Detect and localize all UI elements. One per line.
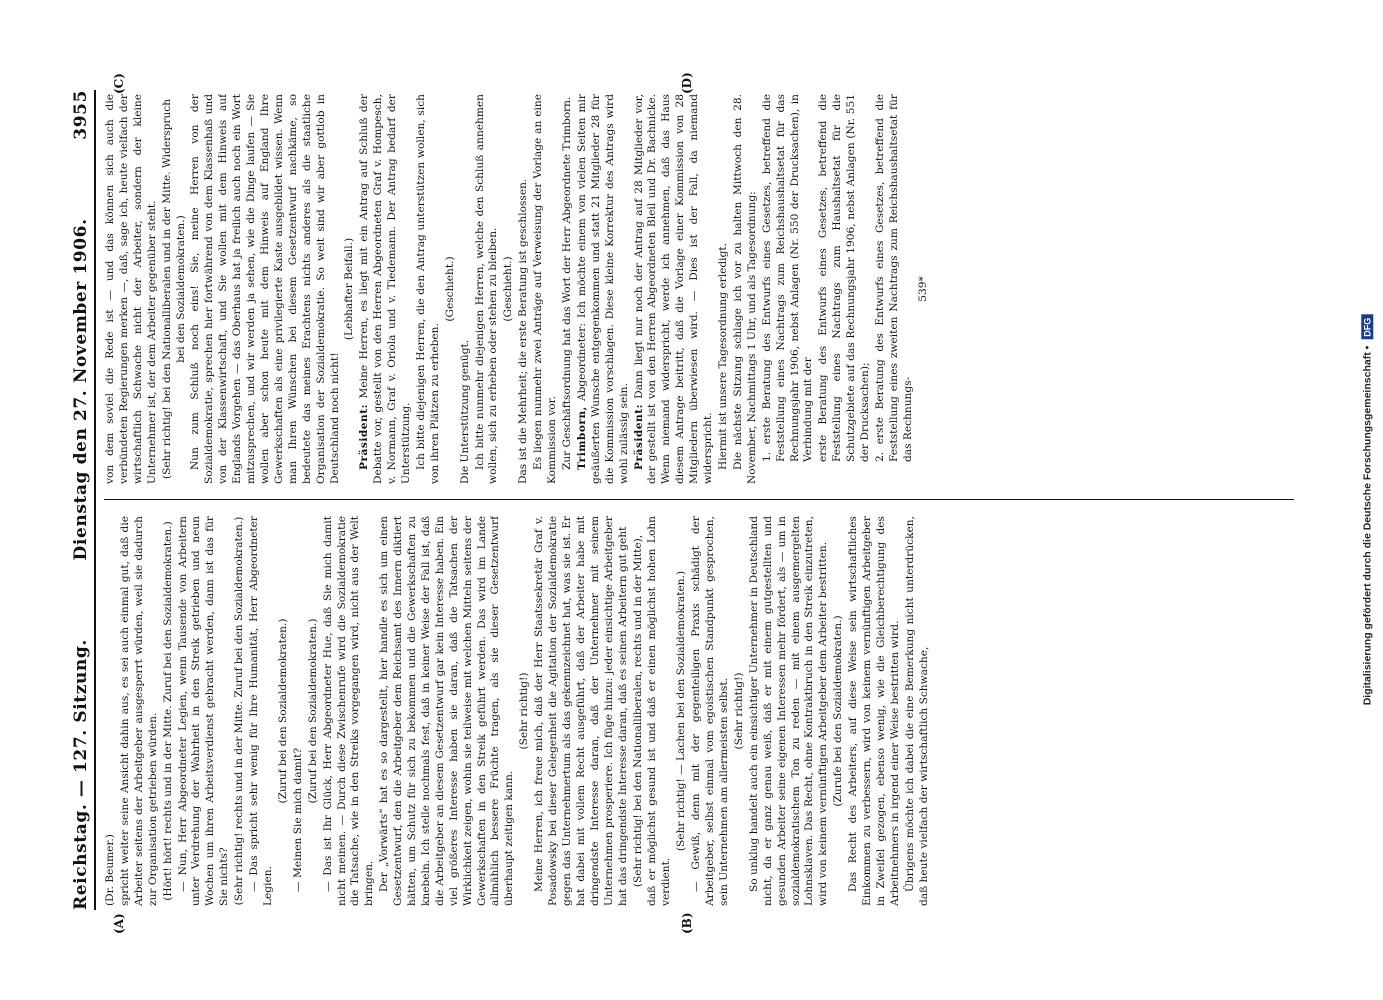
paragraph-text: Meine Herren, es liegt mit ein Antrag auf Schluß der Debatte vor, gestellt von den Herren Abgeordneten Graf v. Hompesch, v. Normann, Graf v. Oriola und v. Tiedemann. Der Antrag bedarf der Unterstützung. <box>358 94 413 484</box>
paragraph-text: Die nächste Sitzung schlage ich vor zu halten Mittwoch den 28. November, Nachmittags 1 Uhr, und als Tagesordnung: <box>731 94 758 484</box>
paragraph-text: (Sehr richtig! rechts und in der Mitte. Zuruf bei den Sozialdemokraten.) <box>233 516 246 906</box>
header-center: Dienstag den 27. November 1906. <box>71 218 91 561</box>
interjection <box>343 94 357 484</box>
paragraph-text: — Das ist Ihr Glück, Herr Abgeordneter Hue, daß Sie mich damit nicht meinen. — Durch diese Zwischenrufe wird die Sozialdemokratie die Tatsache, wie in den Streiks vorgegangen wird, nicht aus der Welt bringen. <box>321 516 376 906</box>
paragraph <box>358 94 414 484</box>
header-left: Reichstag. — 127. Sitzung. <box>71 639 91 910</box>
paragraph <box>415 94 443 484</box>
interjection <box>277 516 291 906</box>
digitization-credit <box>1352 30 1382 990</box>
interjection <box>518 516 532 906</box>
paragraph-text: Das ist die Mehrheit; die erste Beratung ist geschlossen. <box>517 178 530 484</box>
paragraph-text: (Zuruf bei den Sozialdemokraten.) <box>306 618 319 804</box>
interjection <box>632 516 646 906</box>
paragraph-text: (Geschieht.) <box>502 256 515 322</box>
paragraph <box>732 94 760 484</box>
paragraph-text: So unklug handelt auch ein einsichtiger Unternehmer in Deutschland nicht, da er ganz genau weiß, daß er mit einem gutgestellten und gesunden Arbeiter seine eigenen Interessen mehr fördert, als — um in sozialdemokratischem Ton zu reden — mit einem ausgemergelten Lohnsklaven. Das Recht, ohne Kontraktbruch in den Streik einzutreten, wird von keinem vernünftigen Arbeitgeber dem Arbeiter bestritten. <box>747 516 830 906</box>
paragraph <box>847 516 903 906</box>
paragraph-text: (Sehr richtig! bei den Nationalliberalen und in der Mitte. Widerspruch bei den Sozialdemokraten.) <box>160 98 187 480</box>
paragraph-text: Der „Vorwärts“ hat es so dargestellt, hier handle es sich um einen Gesetzentwurf, den die Arbeitgeber dem Reichsamt des Innern diktiert hätten, um Schutz für sich zu bekommen und die Gewerkschaften zu knebeln. Ich stelle nochmals fest, daß in keiner Weise der Fall ist, daß die Arbeitgeber an diesem Gesetzentwurf gar kein Interesse haben. Ein viel größeres Interesse haben sie daran, daß die Tatsachen der Wirklichkeit zeigen, wohin sie teilweise mit welchen Mitteln seitens der Gewerkschaften in den Streik geführt werden. Das wird im Lande allmählich bessere Früchte tragen, als sie dieser Gesetzentwurf überhaupt zeitigen kann. <box>378 516 516 906</box>
paragraph <box>904 516 932 906</box>
paragraph <box>717 94 731 484</box>
paragraph-text: spricht weiter seine Ansicht dahin aus, es sei auch einmal gut, daß die Arbeiter seitens der Arbeitgeber ausgesperrt würden, weil sie dadurch zur Organisation getrieben würden. <box>118 516 159 906</box>
dfg-logo-badge: DFG <box>1361 315 1373 340</box>
paragraph <box>532 94 560 484</box>
paragraph-text: Meine Herren, ich freue mich, daß der Herr Staatssekretär Graf v. Posadowsky bei dieser Gelegenheit die Agitation der Sozialdemokratie gegen das Unternehmertum als das gekennzeichnet hat, was sie ist. Er hat dabei mit vollem Recht ausgeführt, daß der Arbeiter habe mit dringendste Interesse daran, daß der Unternehmer mit seinem Unternehmen prosperiere. Ich füge hinzu: jeder einsichtige Arbeitgeber hat das dringendste Interesse daran, daß es seinen Arbeitern gut geht <box>533 516 629 906</box>
paragraph-text: Dann liegt nur noch der Antrag auf 28 Mitglieder vor, der gestellt ist von den Herren Abgeordneten Bleil und Dr. Bachnicke. Wenn niemand widerspricht, werde ich annehmen, daß das Haus diesem Antrage beitritt, daß die Vorlage einer Kommission von 28 Mitgliedern überwiesen wird. — Dies ist der Fall, da niemand widerspricht. <box>632 94 715 484</box>
paragraph-text: Ich bitte diejenigen Herren, die den Antrag unterstützen wollen, sich von ihren Plätzen zu erheben. <box>414 94 441 484</box>
paragraph-text: — Gewiß, denn mit der gegenteiligen Praxis schädigt der Arbeitgeber, selbst einmal vom egoistischen Standpunkt gesprochen, sein Unternehmen am allermeisten selbst. <box>690 516 730 906</box>
running-header <box>68 90 96 910</box>
paragraph-text: — Nun, Herr Abgeordneter Legien, wenn Tausende von Arbeitern unter Verdrehung der Wahrheit in den Streik getrieben und neun Wochen um ihren Arbeitsverdienst gebracht werden, dann ist das für Sie nichts? <box>176 516 231 906</box>
paragraph <box>189 94 342 484</box>
paragraph <box>104 94 160 484</box>
document-page <box>60 60 1300 940</box>
paragraph-text: 2. erste Beratung des Entwurfs eines Gesetzes, betreffend die Feststellung eines zweiten Nachtrags zum Reichshaushaltsetat für das Rechnungs- <box>873 94 914 462</box>
interjection <box>917 94 931 484</box>
paragraph-text: (Sehr richtig! bei den Nationalliberalen, rechts und in der Mitte), <box>631 534 644 888</box>
paragraph-text: — Meinen Sie mich damit? <box>291 747 304 892</box>
paragraph-text: (Zurufe bei den Sozialdemokraten.) <box>832 615 845 807</box>
interjection <box>733 516 747 906</box>
speaker-name: Präsident: <box>358 403 371 470</box>
paragraph-text: (Geschieht.) <box>443 256 456 322</box>
interjection <box>161 94 189 484</box>
paragraph <box>378 516 517 906</box>
paragraph-text: Die Unterstützung genügt. <box>458 339 471 484</box>
paragraph-text: (Lebhafter Beifall.) <box>343 237 356 341</box>
right-text-column <box>104 94 1300 484</box>
column-divider <box>104 499 1294 500</box>
paragraph-text: daß er möglichst gesund ist und daß er einen möglichst hohen Lohn verdient. <box>646 516 673 906</box>
paragraph-text: (Dr. Beumer.) <box>104 834 116 906</box>
page-number: 3955 <box>71 90 91 140</box>
paragraph <box>748 516 831 906</box>
interjection <box>162 516 176 906</box>
paragraph-text: Das Recht des Arbeiters, auf diese Weise sein wirtschaftliches Einkommen zu verbessern, wird von keinem vernünftigen Arbeitgeber in Zweifel gezogen, ebenso wenig, wie die Gleichberechtigung des Arbeitnehmers in irgend einer Weise bestritten wird. <box>847 516 901 906</box>
paragraph <box>104 516 118 906</box>
paragraph <box>690 516 732 906</box>
interjection <box>502 94 516 484</box>
interjection <box>233 516 247 906</box>
paragraph-text: Hiermit ist unsere Tagesordnung erledigt. <box>716 243 729 470</box>
paragraph <box>576 94 632 484</box>
margin-mark-b: (B) <box>680 912 694 934</box>
paragraph <box>322 516 378 906</box>
speaker-name: Präsident: <box>632 403 645 470</box>
paragraph-text: Ich bitte nunmehr diejenigen Herren, welche den Schluß annehmen wollen, sich zu erheben oder stehen zu bleiben. <box>473 94 500 484</box>
paragraph-text: (Sehr richtig!) <box>518 672 531 750</box>
paragraph <box>646 516 674 906</box>
paragraph-text: (Sehr richtig!) <box>732 672 745 750</box>
interjection <box>444 94 458 484</box>
paragraph-text: erste Beratung des Entwurfs eines Gesetzes, betreffend die Feststellung eines Nachtrags zum Haushaltsetat für die Schutzgebiete auf das Rechnungsjahr 1906, nebst Anlagen (Nr. 551 der Drucksachen); <box>817 94 872 462</box>
left-text-column <box>104 516 1300 906</box>
paragraph <box>761 94 817 484</box>
paragraph <box>633 94 716 484</box>
paragraph-text: Es liegen nunmehr zwei Anträge auf Verweisung der Vorlage an eine Kommission vor. <box>532 94 559 484</box>
margin-mark-d: (D) <box>680 72 694 94</box>
paragraph <box>874 94 916 484</box>
credit-text: Digitalisierung gefördert durch die Deutsche Forschungsgemeinschaft • <box>1361 345 1374 706</box>
paragraph <box>292 516 306 906</box>
paragraph-text: (Zuruf bei den Sozialdemokraten.) <box>276 618 289 804</box>
margin-mark-a: (A) <box>112 913 126 934</box>
paragraph <box>177 516 233 906</box>
interjection <box>675 516 689 906</box>
paragraph <box>517 94 531 484</box>
paragraph <box>248 516 276 906</box>
paragraph <box>561 94 575 484</box>
interjection <box>307 516 321 906</box>
paragraph-text: Übrigens möchte ich dabei die eine Bemerkung nicht unterdrücken, daß heute vielfach der wirtschaftlich Schwache, <box>903 516 930 906</box>
interjection <box>832 516 846 906</box>
paragraph <box>474 94 502 484</box>
paragraph-text: (Sehr richtig! — Lachen bei den Sozialdemokraten.) <box>675 570 688 852</box>
margin-mark-c: (C) <box>112 73 126 94</box>
paragraph <box>817 94 873 484</box>
speaker-name: Trimborn, <box>575 406 588 470</box>
paragraph-text: (Hört! hört! rechts und in der Mitte. Zuruf bei den Sozialdemokraten.) <box>161 521 174 901</box>
paragraph-text: von dem soviel die Rede ist — und das können sich auch die verbündeten Regierungen merken —, daß, sage ich, heute vielfach der wirtschaftlich Schwache nicht der Arbeiter, sondern der kleine Unternehmer ist, der dem Arbeiter gegenüber steht. <box>104 94 158 484</box>
paragraph <box>119 516 161 906</box>
paragraph-text: Zur Geschäftsordnung hat das Wort der Herr Abgeordnete Trimborn. <box>561 96 573 470</box>
paragraph-text: Nun zum Schluß noch eins! Sie, meine Herren von der Sozialdemokratie, sprechen hier fortwährend von dem Klassenhaß und von der Klassenwirtschaft, und Sie wollen mit dem Hinweis auf Englands Vorgehen — das Oberhaus hat ja freilich auch noch ein Wort mitzusprechen, und wir werden ja sehen, wie die Dinge laufen — Sie wollen aber schon heute mit dem Hinweis auf England Ihre Gewerkschaften als eine privilegierte Kaste ausgebildet wissen. Wenn man Ihren Wünschen bei diesem Gesetzentwurf nachkäme, so bedeutete das meines Erachtens nichts anderes als die staatliche Organisation der Sozialdemokratie. So weit sind wir aber gottlob in Deutschland noch nicht! <box>189 94 341 484</box>
paragraph <box>533 516 630 906</box>
paragraph-text: 1. erste Beratung des Entwurfs eines Gesetzes, betreffend die Feststellung eines Nachtrags zum Reichshaushaltsetat für das Rechnungsjahr 1906, nebst Anlagen (Nr. 550 der Drucksachen), in Verbindung mit der <box>760 94 815 462</box>
paragraph-text: Abgeordneter: Ich möchte einem von vielen Seiten mir geäußerten Wunsche entgegenkommen und statt 21 Mitglieder 28 für die Kommission vorschlagen. Diese kleine Korrektur des Antrags wird wohl zulässig sein. <box>575 94 630 484</box>
paragraph-text: 539* <box>916 276 929 302</box>
paragraph <box>459 94 473 484</box>
paragraph-text: — Das spricht sehr wenig für Ihre Humanität, Herr Abgeordneter Legien. <box>248 516 274 906</box>
